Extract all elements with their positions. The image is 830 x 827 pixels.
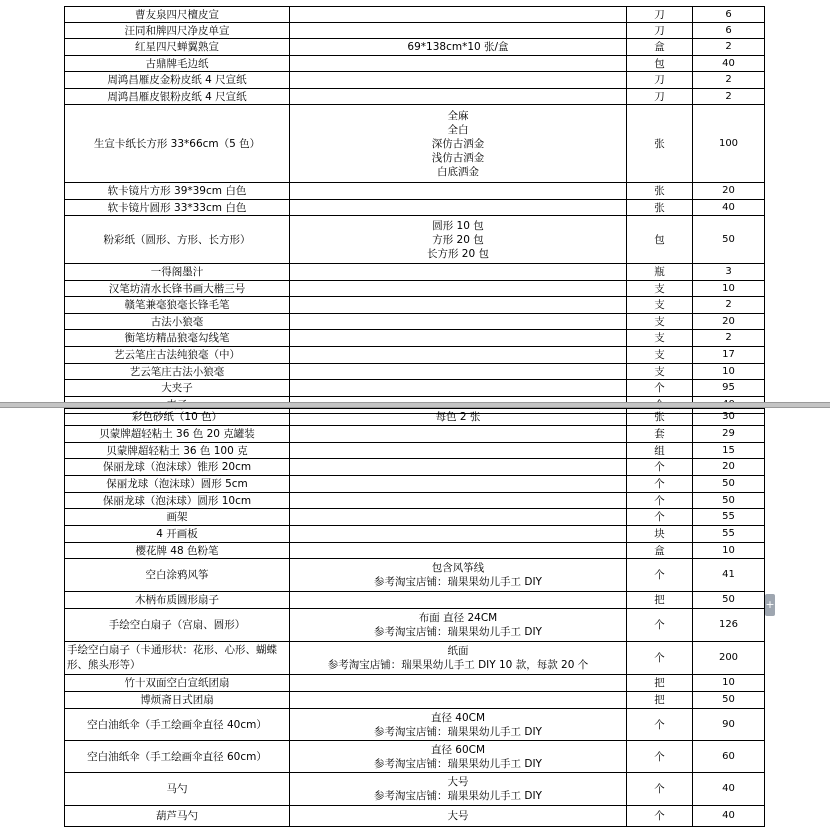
item-spec [290, 709, 627, 741]
item-spec [290, 264, 627, 281]
table-row [65, 56, 765, 72]
table-row [65, 39, 765, 56]
spec-line: 直径 60CM [430, 743, 486, 756]
spec-line: 每色 2 张 [435, 411, 481, 423]
table-row [65, 7, 765, 23]
spec-line: 长方形 20 包 [426, 247, 490, 260]
item-name: 空白油纸伞（手工绘画伞直径 40cm） [65, 709, 290, 741]
item-name: 软卡镜片圆形 33*33cm 白色 [65, 200, 290, 216]
spec-line: 大号 [447, 810, 469, 822]
item-name: 红星四尺蝉翼熟宣 [65, 39, 290, 56]
table-row [65, 380, 765, 397]
item-unit: 盒 [627, 39, 693, 56]
spec-line: 白底洒金 [437, 165, 479, 178]
item-quantity: 2 [693, 39, 765, 56]
item-unit: 套 [627, 426, 693, 443]
item-name: 画架 [65, 509, 290, 526]
item-spec [290, 72, 627, 89]
item-name: 贝蒙牌超轻粘土 36 色 20 克罐装 [65, 426, 290, 443]
item-spec [290, 459, 627, 476]
item-quantity: 15 [693, 443, 765, 459]
item-unit: 瓶 [627, 264, 693, 281]
item-quantity: 2 [693, 330, 765, 347]
item-quantity: 10 [693, 675, 765, 692]
table-row [65, 642, 765, 675]
item-unit: 个 [627, 741, 693, 773]
item-unit: 个 [627, 459, 693, 476]
items-table-lower [64, 408, 765, 827]
spec-line: 全白 [447, 123, 469, 136]
table-row [65, 476, 765, 493]
item-unit: 个 [627, 709, 693, 741]
item-unit: 支 [627, 364, 693, 380]
spec-line: 大号 [447, 776, 469, 788]
item-name: 粉彩纸（圆形、方形、长方形） [65, 216, 290, 264]
item-spec [290, 281, 627, 297]
table-row [65, 526, 765, 543]
item-name: 古法小狼毫 [65, 314, 290, 330]
item-quantity: 50 [693, 493, 765, 509]
item-unit: 支 [627, 347, 693, 364]
item-name: 汪同和牌四尺净皮单宣 [65, 23, 290, 39]
items-table-upper [64, 6, 765, 414]
item-unit: 张 [627, 200, 693, 216]
item-quantity: 50 [693, 692, 765, 709]
spec-line: 参考淘宝店铺：瑞果果幼儿手工 DIY [374, 757, 542, 770]
item-quantity: 2 [693, 297, 765, 314]
item-quantity: 2 [693, 89, 765, 105]
item-quantity: 29 [693, 426, 765, 443]
item-spec [290, 692, 627, 709]
item-unit: 把 [627, 592, 693, 609]
item-spec [290, 23, 627, 39]
item-quantity: 10 [693, 364, 765, 380]
item-spec [290, 509, 627, 526]
table-row [65, 443, 765, 459]
table-row [65, 364, 765, 380]
item-name: 手绘空白扇子（卡通形状：花形、心形、蝴蝶形、熊头形等） [65, 642, 290, 675]
item-spec [290, 89, 627, 105]
item-quantity: 100 [693, 105, 765, 183]
table-row [65, 347, 765, 364]
item-spec [290, 314, 627, 330]
spec-line: 参考淘宝店铺：瑞果果幼儿手工 DIY [374, 626, 542, 638]
table-row [65, 509, 765, 526]
table-row [65, 773, 765, 806]
item-quantity: 20 [693, 314, 765, 330]
table-row [65, 105, 765, 183]
item-unit: 组 [627, 443, 693, 459]
item-quantity: 90 [693, 709, 765, 741]
item-quantity: 200 [693, 642, 765, 675]
table-row [65, 409, 765, 426]
table-row [65, 543, 765, 559]
item-quantity: 6 [693, 23, 765, 39]
item-spec [290, 642, 627, 675]
item-spec [290, 105, 627, 183]
item-quantity: 60 [693, 741, 765, 773]
item-name: 大夹子 [65, 380, 290, 397]
spec-line: 全麻 [447, 109, 469, 122]
item-unit: 块 [627, 526, 693, 543]
item-spec [290, 56, 627, 72]
table-row [65, 426, 765, 443]
item-quantity: 55 [693, 526, 765, 543]
spec-line: 参考淘宝店铺：瑞果果幼儿手工 DIY [374, 576, 542, 588]
item-spec [290, 347, 627, 364]
item-unit: 把 [627, 692, 693, 709]
item-spec [290, 476, 627, 493]
item-spec [290, 675, 627, 692]
item-spec [290, 773, 627, 806]
item-spec [290, 559, 627, 592]
item-unit: 盒 [627, 543, 693, 559]
table-row [65, 264, 765, 281]
item-name: 马勺 [65, 773, 290, 806]
item-quantity: 10 [693, 543, 765, 559]
item-quantity: 50 [693, 216, 765, 264]
item-unit: 刀 [627, 72, 693, 89]
item-name: 葫芦马勺 [65, 806, 290, 827]
item-name: 一得阁墨汁 [65, 264, 290, 281]
item-quantity: 20 [693, 459, 765, 476]
item-quantity: 20 [693, 183, 765, 200]
item-quantity: 6 [693, 7, 765, 23]
item-name: 空白涂鸦风筝 [65, 559, 290, 592]
table-row [65, 675, 765, 692]
item-quantity: 41 [693, 559, 765, 592]
item-quantity: 50 [693, 592, 765, 609]
item-unit: 个 [627, 509, 693, 526]
table-row [65, 297, 765, 314]
item-name: 木柄布质圆形扇子 [65, 592, 290, 609]
table-row [65, 709, 765, 741]
item-spec [290, 409, 627, 426]
spec-line: 布面 直径 24CM [418, 612, 498, 624]
item-unit: 个 [627, 773, 693, 806]
item-name: 赣笔兼毫狼毫长锋毛笔 [65, 297, 290, 314]
item-unit: 张 [627, 409, 693, 426]
item-unit: 支 [627, 297, 693, 314]
table-row [65, 281, 765, 297]
item-name: 衡笔坊精品狼毫勾线笔 [65, 330, 290, 347]
item-spec [290, 592, 627, 609]
item-spec [290, 200, 627, 216]
item-spec [290, 330, 627, 347]
item-name: 手绘空白扇子（宫扇、圆形） [65, 609, 290, 642]
item-name: 艺云笔庄古法纯狼毫（中） [65, 347, 290, 364]
spec-line: 参考淘宝店铺：瑞果果幼儿手工 DIY 10 款，每款 20 个 [327, 659, 589, 671]
item-quantity: 2 [693, 72, 765, 89]
item-unit: 个 [627, 380, 693, 397]
item-spec [290, 7, 627, 23]
table-row [65, 183, 765, 200]
table-row [65, 806, 765, 827]
item-spec [290, 183, 627, 200]
spec-line: 包含风筝线 [431, 562, 485, 574]
item-spec [290, 364, 627, 380]
item-name: 樱花牌 48 色粉笔 [65, 543, 290, 559]
spec-line: 浅仿古洒金 [431, 151, 485, 164]
item-quantity: 40 [693, 200, 765, 216]
item-spec [290, 297, 627, 314]
item-unit: 刀 [627, 89, 693, 105]
table-row [65, 72, 765, 89]
spec-line: 方形 20 包 [432, 233, 484, 246]
item-quantity: 95 [693, 380, 765, 397]
item-unit: 张 [627, 183, 693, 200]
table-row [65, 493, 765, 509]
item-unit: 个 [627, 806, 693, 827]
item-spec [290, 806, 627, 827]
spec-line: 纸面 [447, 645, 469, 657]
item-spec [290, 380, 627, 397]
item-name: 生宣卡纸长方形 33*66cm（5 色） [65, 105, 290, 183]
item-name: 保丽龙球（泡沫球）圆形 10cm [65, 493, 290, 509]
item-name: 古鼎牌毛边纸 [65, 56, 290, 72]
table-row [65, 23, 765, 39]
plus-icon[interactable]: + [765, 594, 775, 616]
item-quantity: 30 [693, 409, 765, 426]
table-row [65, 592, 765, 609]
item-unit: 支 [627, 330, 693, 347]
spec-line: 圆形 10 包 [432, 219, 484, 232]
spec-line: 69*138cm*10 张/盒 [407, 41, 509, 53]
item-name: 保丽龙球（泡沫球）锥形 20cm [65, 459, 290, 476]
spec-line: 参考淘宝店铺：瑞果果幼儿手工 DIY [374, 725, 542, 738]
table-row [65, 200, 765, 216]
item-unit: 张 [627, 105, 693, 183]
item-unit: 个 [627, 609, 693, 642]
item-name: 竹十双面空白宣纸团扇 [65, 675, 290, 692]
item-quantity: 40 [693, 56, 765, 72]
item-unit: 个 [627, 493, 693, 509]
item-spec [290, 526, 627, 543]
table-row [65, 216, 765, 264]
item-unit: 包 [627, 216, 693, 264]
table-row [65, 314, 765, 330]
item-spec [290, 741, 627, 773]
item-quantity: 126 [693, 609, 765, 642]
item-name: 4 开画板 [65, 526, 290, 543]
item-name: 汉笔坊清水长锋书画大楷三号 [65, 281, 290, 297]
item-spec [290, 39, 627, 56]
item-quantity: 10 [693, 281, 765, 297]
item-unit: 个 [627, 476, 693, 493]
item-spec [290, 543, 627, 559]
item-unit: 刀 [627, 23, 693, 39]
item-name: 保丽龙球（泡沫球）圆形 5cm [65, 476, 290, 493]
item-spec [290, 443, 627, 459]
item-quantity: 50 [693, 476, 765, 493]
item-name: 曹友泉四尺檀皮宣 [65, 7, 290, 23]
item-spec [290, 609, 627, 642]
item-unit: 个 [627, 642, 693, 675]
item-unit: 个 [627, 559, 693, 592]
item-name: 贝蒙牌超轻粘土 36 色 100 克 [65, 443, 290, 459]
table-row [65, 459, 765, 476]
item-quantity: 3 [693, 264, 765, 281]
item-spec [290, 426, 627, 443]
item-spec [290, 493, 627, 509]
item-quantity: 40 [693, 773, 765, 806]
item-quantity: 55 [693, 509, 765, 526]
item-name: 彩色砂纸（10 色） [65, 409, 290, 426]
item-unit: 包 [627, 56, 693, 72]
item-name: 软卡镜片方形 39*39cm 白色 [65, 183, 290, 200]
table-row [65, 89, 765, 105]
item-name: 周鸿昌雁皮金粉皮纸 4 尺宣纸 [65, 72, 290, 89]
spec-line: 深仿古洒金 [431, 137, 485, 150]
item-unit: 支 [627, 314, 693, 330]
table-row [65, 559, 765, 592]
item-unit: 支 [627, 281, 693, 297]
table-row [65, 609, 765, 642]
item-name: 空白油纸伞（手工绘画伞直径 60cm） [65, 741, 290, 773]
item-spec [290, 216, 627, 264]
table-row [65, 741, 765, 773]
spec-line: 参考淘宝店铺：瑞果果幼儿手工 DIY [374, 790, 542, 802]
item-name: 博烦斋日式团扇 [65, 692, 290, 709]
item-name: 周鸿昌雁皮银粉皮纸 4 尺宣纸 [65, 89, 290, 105]
item-quantity: 17 [693, 347, 765, 364]
item-quantity: 40 [693, 806, 765, 827]
spec-line: 直径 40CM [430, 711, 486, 724]
item-unit: 把 [627, 675, 693, 692]
item-name: 艺云笔庄古法小狼毫 [65, 364, 290, 380]
item-unit: 刀 [627, 7, 693, 23]
table-row [65, 692, 765, 709]
table-row [65, 330, 765, 347]
